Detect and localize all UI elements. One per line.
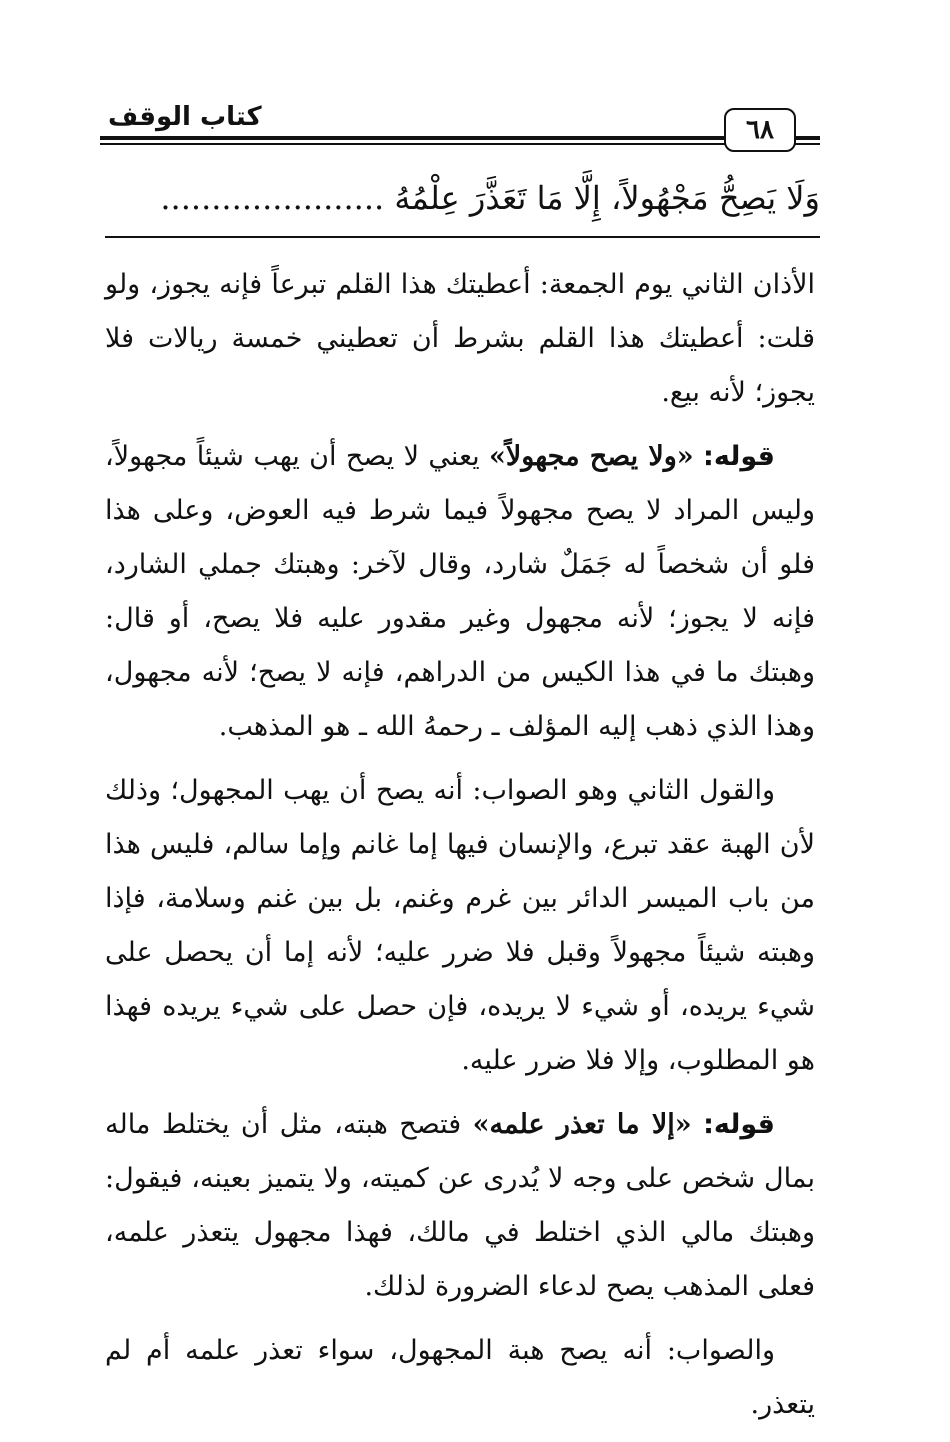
- paragraph-text: والصواب: أنه يصح هبة المجهول، سواء تعذر علمه أم لم يتعذر.: [105, 1335, 815, 1420]
- matn-quote: «ولا يصح مجهولاً»: [489, 441, 694, 472]
- header-rule-thick: [100, 136, 820, 140]
- book-title: كتاب الوقف: [108, 102, 262, 132]
- paragraph-text: الأذان الثاني يوم الجمعة: أعطيتك هذا القلم تبرعاً فإنه يجوز، ولو قلت: أعطيتك هذا القلم بشرط أن تعطيني خمسة ريالات فلا يجوز؛ لأنه بيع.: [105, 269, 815, 408]
- paragraph: [105, 764, 815, 1088]
- qawluhu-label: قوله:: [703, 441, 775, 472]
- paragraph: [105, 258, 815, 420]
- matn-text: وَلَا يَصِحُّ مَجْهُولاً، إِلَّا مَا تَعَذَّرَ عِلْمُهُ ......................: [160, 179, 820, 217]
- paragraph-text: والقول الثاني وهو الصواب: أنه يصح أن يهب المجهول؛ وذلك لأن الهبة عقد تبرع، والإنسان فيها إما غانم وإما سالم، فليس هذا من باب الميسر الدائر بين غرم وغنم، بل بين غنم وسلامة، فإذا وهبته شيئاً مجهولاً وقبل فلا ضرر عليه؛ لأنه إما أن يحصل على شيء يريده، أو شيء لا يريده، فإن حصل على شيء يريده فهذا هو المطلوب، وإلا فلا ضرر عليه.: [105, 775, 815, 1076]
- page-header: [100, 98, 820, 158]
- matn-separator: [105, 236, 820, 238]
- qawluhu-label: قوله:: [703, 1109, 775, 1140]
- paragraph-text: فتصح هبته، مثل أن يختلط ماله بمال شخص على وجه لا يُدرى عن كميته، ولا يتميز بعينه، فيقول: وهبتك مالي الذي اختلط في مالك، فهذا مجهول يتعذر علمه، فعلى المذهب يصح لدعاء الضرورة لذلك.: [105, 1109, 815, 1302]
- paragraph-text: يعني لا يصح أن يهب شيئاً مجهولاً، وليس المراد لا يصح مجهولاً فيما شرط فيه العوض، وعلى هذا فلو أن شخصاً له جَمَلٌ شارد، وقال لآخر: وهبتك جملي الشارد، فإنه لا يجوز؛ لأنه مجهول وغير مقدور عليه فلا يصح، أو قال: وهبتك ما في هذا الكيس من الدراهم، فإنه لا يصح؛ لأنه مجهول، وهذا الذي ذهب إليه المؤلف ـ رحمهُ الله ـ هو المذهب.: [105, 441, 815, 742]
- commentary-body: [105, 258, 815, 1442]
- header-rule-thin: [100, 143, 820, 145]
- page-number: ٦٨: [724, 108, 796, 152]
- paragraph: [105, 1324, 815, 1432]
- paragraph: [105, 430, 815, 754]
- matn-quote: «إلا ما تعذر علمه»: [472, 1109, 692, 1140]
- paragraph: [105, 1098, 815, 1314]
